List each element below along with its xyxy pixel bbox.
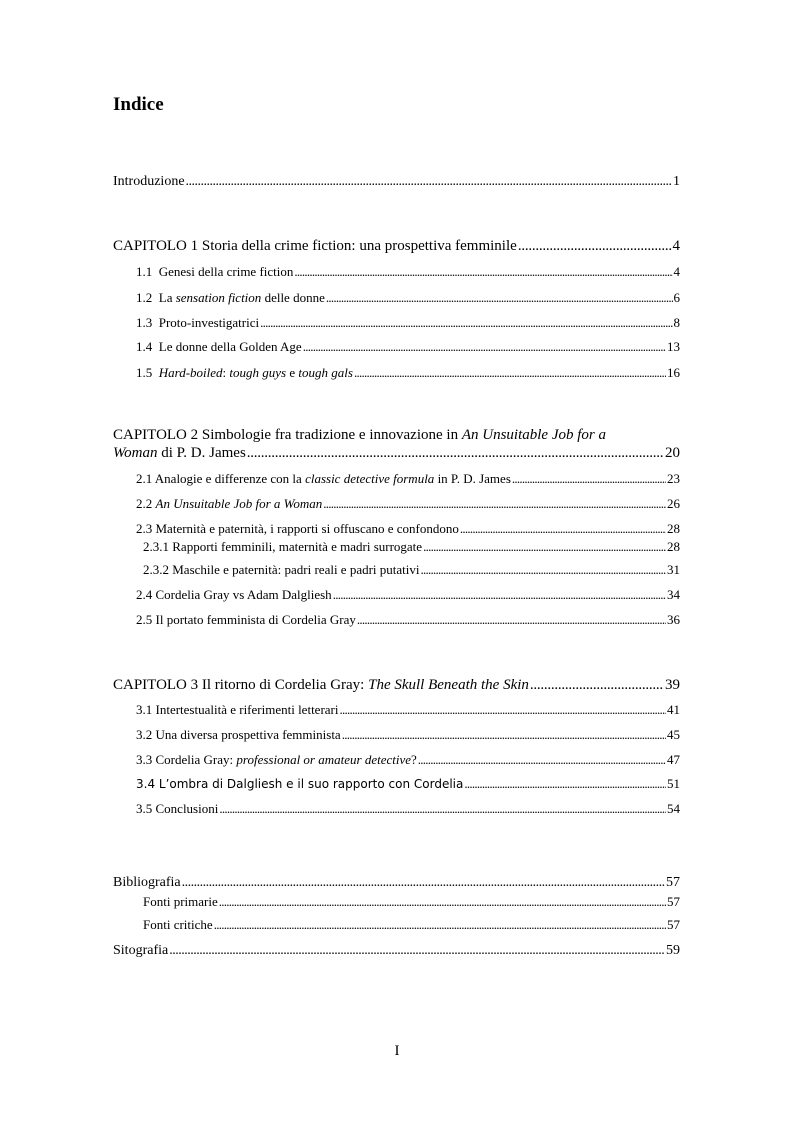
section-title-pre: La — [158, 290, 176, 305]
section-title-sep: : — [222, 365, 230, 380]
toc-leader-dots — [518, 239, 672, 254]
toc-page-number: 36 — [667, 612, 680, 627]
section-title-post: delle donne — [261, 290, 325, 305]
toc-page-number: 4 — [672, 238, 680, 254]
toc-page-number: 20 — [665, 445, 680, 461]
section-title-italic: tough gals — [298, 365, 353, 380]
toc-entry-2-3[interactable] — [136, 522, 680, 535]
toc-page-number: 45 — [667, 727, 680, 742]
toc-label: 2.5 Il portato femminista di Cordelia Gray — [136, 612, 356, 627]
toc-label: Introduzione — [113, 174, 185, 189]
toc-leader-dots — [294, 265, 672, 278]
chapter-title-pre: CAPITOLO 2 Simbologie fra tradizione e innovazione in — [113, 427, 462, 443]
chapter-title-italic: Woman — [113, 445, 158, 461]
toc-entry-introduzione[interactable] — [113, 175, 680, 189]
toc-page-number: 13 — [667, 339, 680, 354]
toc-entry-chapter-2[interactable] — [113, 446, 680, 461]
chapter-title-italic: The Skull Beneath the Skin — [368, 677, 529, 693]
toc-label: 3.2 Una diversa prospettiva femminista — [136, 727, 341, 742]
toc-leader-dots — [512, 472, 666, 485]
section-number: 1.2 — [136, 290, 153, 305]
toc-leader-dots — [342, 728, 666, 741]
section-title-pre: 3.3 Cordelia Gray: — [136, 752, 237, 767]
toc-entry-3-5[interactable] — [136, 802, 680, 815]
toc-leader-dots — [421, 563, 666, 576]
toc-page-number: 51 — [667, 776, 680, 791]
chapter-title-post: di P. D. James — [157, 445, 246, 461]
section-title-sep: e — [286, 365, 299, 380]
toc-page-number: 28 — [667, 539, 680, 554]
toc-leader-dots — [214, 918, 666, 931]
toc-entry-1-1[interactable] — [136, 265, 680, 278]
toc-page-number: 57 — [666, 875, 680, 890]
toc-entry-2-3-2[interactable] — [143, 563, 680, 576]
section-title-post: ? — [411, 752, 417, 767]
toc-page-number: 8 — [673, 315, 680, 330]
section-title-pre: 2.2 — [136, 496, 156, 511]
toc-label: Fonti critiche — [143, 917, 213, 932]
section-number: 1.4 — [136, 339, 153, 354]
toc-page-number: 41 — [667, 702, 680, 717]
toc-leader-dots — [333, 588, 666, 601]
toc-entry-sitografia[interactable] — [113, 944, 680, 958]
toc-entry-2-4[interactable] — [136, 588, 680, 601]
toc-label — [113, 446, 246, 461]
toc-entry-1-3[interactable] — [136, 316, 680, 329]
footer-page-number: I — [394, 1043, 400, 1059]
toc-entry-3-4[interactable] — [136, 777, 680, 790]
toc-leader-dots — [464, 777, 666, 790]
toc-leader-dots — [169, 944, 665, 958]
toc-label — [136, 366, 353, 379]
toc-label: Sitografia — [113, 943, 169, 958]
toc-entry-2-2[interactable] — [136, 497, 680, 510]
toc-page-number: 59 — [666, 943, 680, 958]
toc-page-number: 16 — [667, 365, 680, 380]
toc-label: CAPITOLO 1 Storia della crime fiction: una prospettiva femminile — [113, 238, 517, 254]
toc-leader-dots — [418, 753, 666, 766]
toc-entry-2-5[interactable] — [136, 613, 680, 626]
toc-label: Fonti primarie — [143, 894, 218, 909]
toc-label: 3.5 Conclusioni — [136, 801, 219, 816]
toc-leader-dots — [303, 340, 666, 353]
toc-entry-chapter-1[interactable] — [113, 239, 680, 254]
toc-leader-dots — [460, 522, 666, 535]
toc-leader-dots — [326, 291, 673, 304]
toc-entry-chapter-3[interactable] — [113, 678, 680, 693]
toc-page-number: 47 — [667, 752, 680, 767]
toc-label: 2.4 Cordelia Gray vs Adam Dalgliesh — [136, 587, 332, 602]
toc-page-number: 31 — [667, 562, 680, 577]
toc-label — [136, 753, 417, 766]
toc-leader-dots — [219, 802, 666, 815]
toc-leader-dots — [530, 678, 664, 693]
toc-page-number: 57 — [667, 917, 680, 932]
section-number: 1.3 — [136, 315, 153, 330]
toc-label: 2.3.2 Maschile e paternità: padri reali e padri putativi — [143, 562, 420, 577]
chapter-title-pre: CAPITOLO 3 Il ritorno di Cordelia Gray: — [113, 677, 369, 693]
section-number: 1.1 — [136, 264, 153, 279]
toc-label: 3.4 L’ombra di Dalgliesh e il suo rapporto con Cordelia — [136, 777, 464, 791]
section-title: Genesi della crime fiction — [158, 264, 294, 279]
toc-entry-2-1[interactable] — [136, 472, 680, 485]
toc-page-number: 1 — [673, 174, 680, 189]
toc-label: 3.1 Intertestualità e riferimenti letterari — [136, 702, 339, 717]
section-title-post: in P. D. James — [434, 471, 511, 486]
page-title: Indice — [113, 94, 164, 115]
toc-page-number: 54 — [667, 801, 680, 816]
toc-label — [113, 678, 529, 693]
toc-label — [136, 472, 511, 485]
section-title-italic: An Unsuitable Job for a Woman — [155, 496, 323, 511]
toc-leader-dots — [340, 703, 667, 716]
toc-leader-dots — [247, 446, 664, 461]
section-title-italic: sensation fiction — [175, 290, 262, 305]
toc-label: 2.3 Maternità e paternità, i rapporti si offuscano e confondono — [136, 521, 459, 536]
chapter-title-italic: An Unsuitable Job for a — [461, 427, 606, 443]
section-title-pre: 2.1 Analogie e differenze con la — [136, 471, 306, 486]
toc-entry-3-3[interactable] — [136, 753, 680, 766]
toc-leader-dots — [354, 366, 666, 379]
toc-label — [136, 497, 322, 510]
toc-page-number: 26 — [667, 496, 680, 511]
section-title: Le donne della Golden Age — [158, 339, 302, 354]
toc-page-number: 39 — [665, 677, 680, 693]
toc-page-number: 4 — [673, 264, 680, 279]
toc-entry-3-1[interactable] — [136, 703, 680, 716]
section-title-italic: tough guys — [229, 365, 287, 380]
toc-entry-2-3-1[interactable] — [143, 540, 680, 553]
toc-leader-dots — [182, 876, 665, 890]
toc-page-number: 34 — [667, 587, 680, 602]
toc-entry-bibliografia[interactable] — [113, 876, 680, 890]
toc-label — [136, 340, 302, 353]
section-title-italic: classic detective formula — [305, 471, 435, 486]
section-number: 1.5 — [136, 365, 153, 380]
toc-entry-1-2[interactable] — [136, 291, 680, 304]
toc-leader-dots — [423, 540, 666, 553]
toc-page-number: 57 — [667, 894, 680, 909]
toc-entry-fonti-primarie[interactable] — [143, 895, 680, 908]
section-title-italic: professional or amateur detective — [236, 752, 411, 767]
toc-leader-dots — [357, 613, 666, 626]
toc-entry-3-2[interactable] — [136, 728, 680, 741]
toc-entry-1-4[interactable] — [136, 340, 680, 353]
toc-leader-dots — [323, 497, 666, 510]
toc-entry-1-5[interactable] — [136, 366, 680, 379]
toc-page-number: 28 — [667, 521, 680, 536]
toc-entry-fonti-critiche[interactable] — [143, 918, 680, 931]
toc-leader-dots — [260, 316, 672, 329]
toc-leader-dots — [186, 175, 672, 189]
toc-label — [136, 291, 325, 304]
toc-page-number: 23 — [667, 471, 680, 486]
toc-label — [136, 265, 293, 278]
toc-label: 2.3.1 Rapporti femminili, maternità e madri surrogate — [143, 539, 423, 554]
toc-label — [136, 316, 259, 329]
toc-leader-dots — [219, 895, 666, 908]
toc-entry-chapter-2-line-1[interactable] — [113, 428, 606, 443]
toc-page-number: 6 — [673, 290, 680, 305]
section-title-italic: Hard-boiled — [158, 365, 223, 380]
toc-label: Bibliografia — [113, 875, 181, 890]
section-title: Proto-investigatrici — [158, 315, 260, 330]
